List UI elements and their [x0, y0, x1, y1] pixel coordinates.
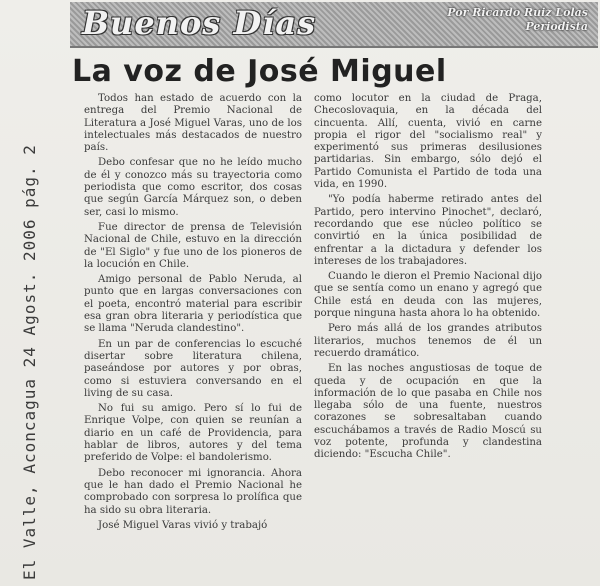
byline	[447, 6, 588, 34]
paragraph: No fui su amigo. Pero sí lo fui de Enrique Volpe, con quien se reunían a diario en un café de Providencia, para hablar de libros, autores y del tema preferido de Volpe: el bandolerismo.	[84, 403, 302, 464]
paragraph: Pero más allá de los grandes atributos literarios, muchos tenemos de él un recuerdo dramático.	[314, 323, 542, 359]
column-banner	[70, 2, 598, 48]
article-headline: La voz de José Miguel	[72, 54, 447, 89]
paragraph: Fue director de prensa de Televisión Nacional de Chile, estuvo en la dirección de "El Siglo" y fue uno de los pioneros de la locución en Chile.	[84, 221, 302, 270]
paragraph: En un par de conferencias lo escuché disertar sobre literatura chilena, paseándose por autores y por obras, como si estuviera conversando en el living de su casa.	[84, 338, 302, 399]
paragraph: Debo confesar que no he leído mucho de él y conozco más su trayectoria como periodista que como escritor, dos cosas que según García Márquez son, o deben ser, casi lo mismo.	[84, 157, 302, 218]
paragraph: Todos han estado de acuerdo con la entrega del Premio Nacional de Literatura a José Miguel Varas, uno de los intelectuales más destacados de nuestro país.	[84, 93, 302, 154]
article-column-right	[314, 93, 542, 465]
banner-title: Buenos Días	[82, 4, 317, 42]
paragraph: José Miguel Varas vivió y trabajó	[98, 519, 268, 531]
byline-author: Por Ricardo Ruiz Lolas	[447, 6, 588, 19]
paragraph: "Yo podía haberme retirado antes del Partido, pero intervino Pinochet", declaró, recordando que ese núcleo político se convirtió en la única posibilidad de enfrentar a la dictadura y defender los intereses de los trabajadores.	[314, 194, 542, 267]
handwritten-source-note: El Valle, Aconcagua 24 Agost. 2006 pág. 2	[20, 144, 39, 580]
paragraph: como locutor en la ciudad de Praga, Checoslovaquia, en la década del cincuenta. Allí, cuenta, vivió en carne propia el rigor del "socialismo real" y experimentó sus primeras desilusiones partidarias. Sin embargo, sólo dejó el Partido Comunista el Partido de toda una vida, en 1990.	[314, 93, 542, 191]
byline-role: Periodista	[525, 20, 588, 33]
paragraph: En las noches angustiosas de toque de queda y de ocupación en que la información de lo que pasaba en Chile nos llegaba sólo de una fuente, nuestros corazones se sobresaltaban cuando escuchábamos a través de Radio Moscú su voz potente, profunda y clandestina diciendo: "Escucha Chile".	[314, 363, 542, 461]
article-column-left	[84, 93, 302, 535]
paragraph: Amigo personal de Pablo Neruda, al punto que en largas conversaciones con el poeta, encontró material para escribir esa gran obra literaria y periodística que se llama "Neruda clandestino".	[84, 274, 302, 335]
paragraph: Debo reconocer mi ignorancia. Ahora que le han dado el Premio Nacional he comprobado con sorpresa lo prolífica que ha sido su obra literaria.	[84, 467, 302, 516]
paragraph: Cuando le dieron el Premio Nacional dijo que se sentía como un enano y agregó que Chile está en deuda con las mujeres, porque ninguna hasta ahora lo ha obtenido.	[314, 271, 542, 320]
